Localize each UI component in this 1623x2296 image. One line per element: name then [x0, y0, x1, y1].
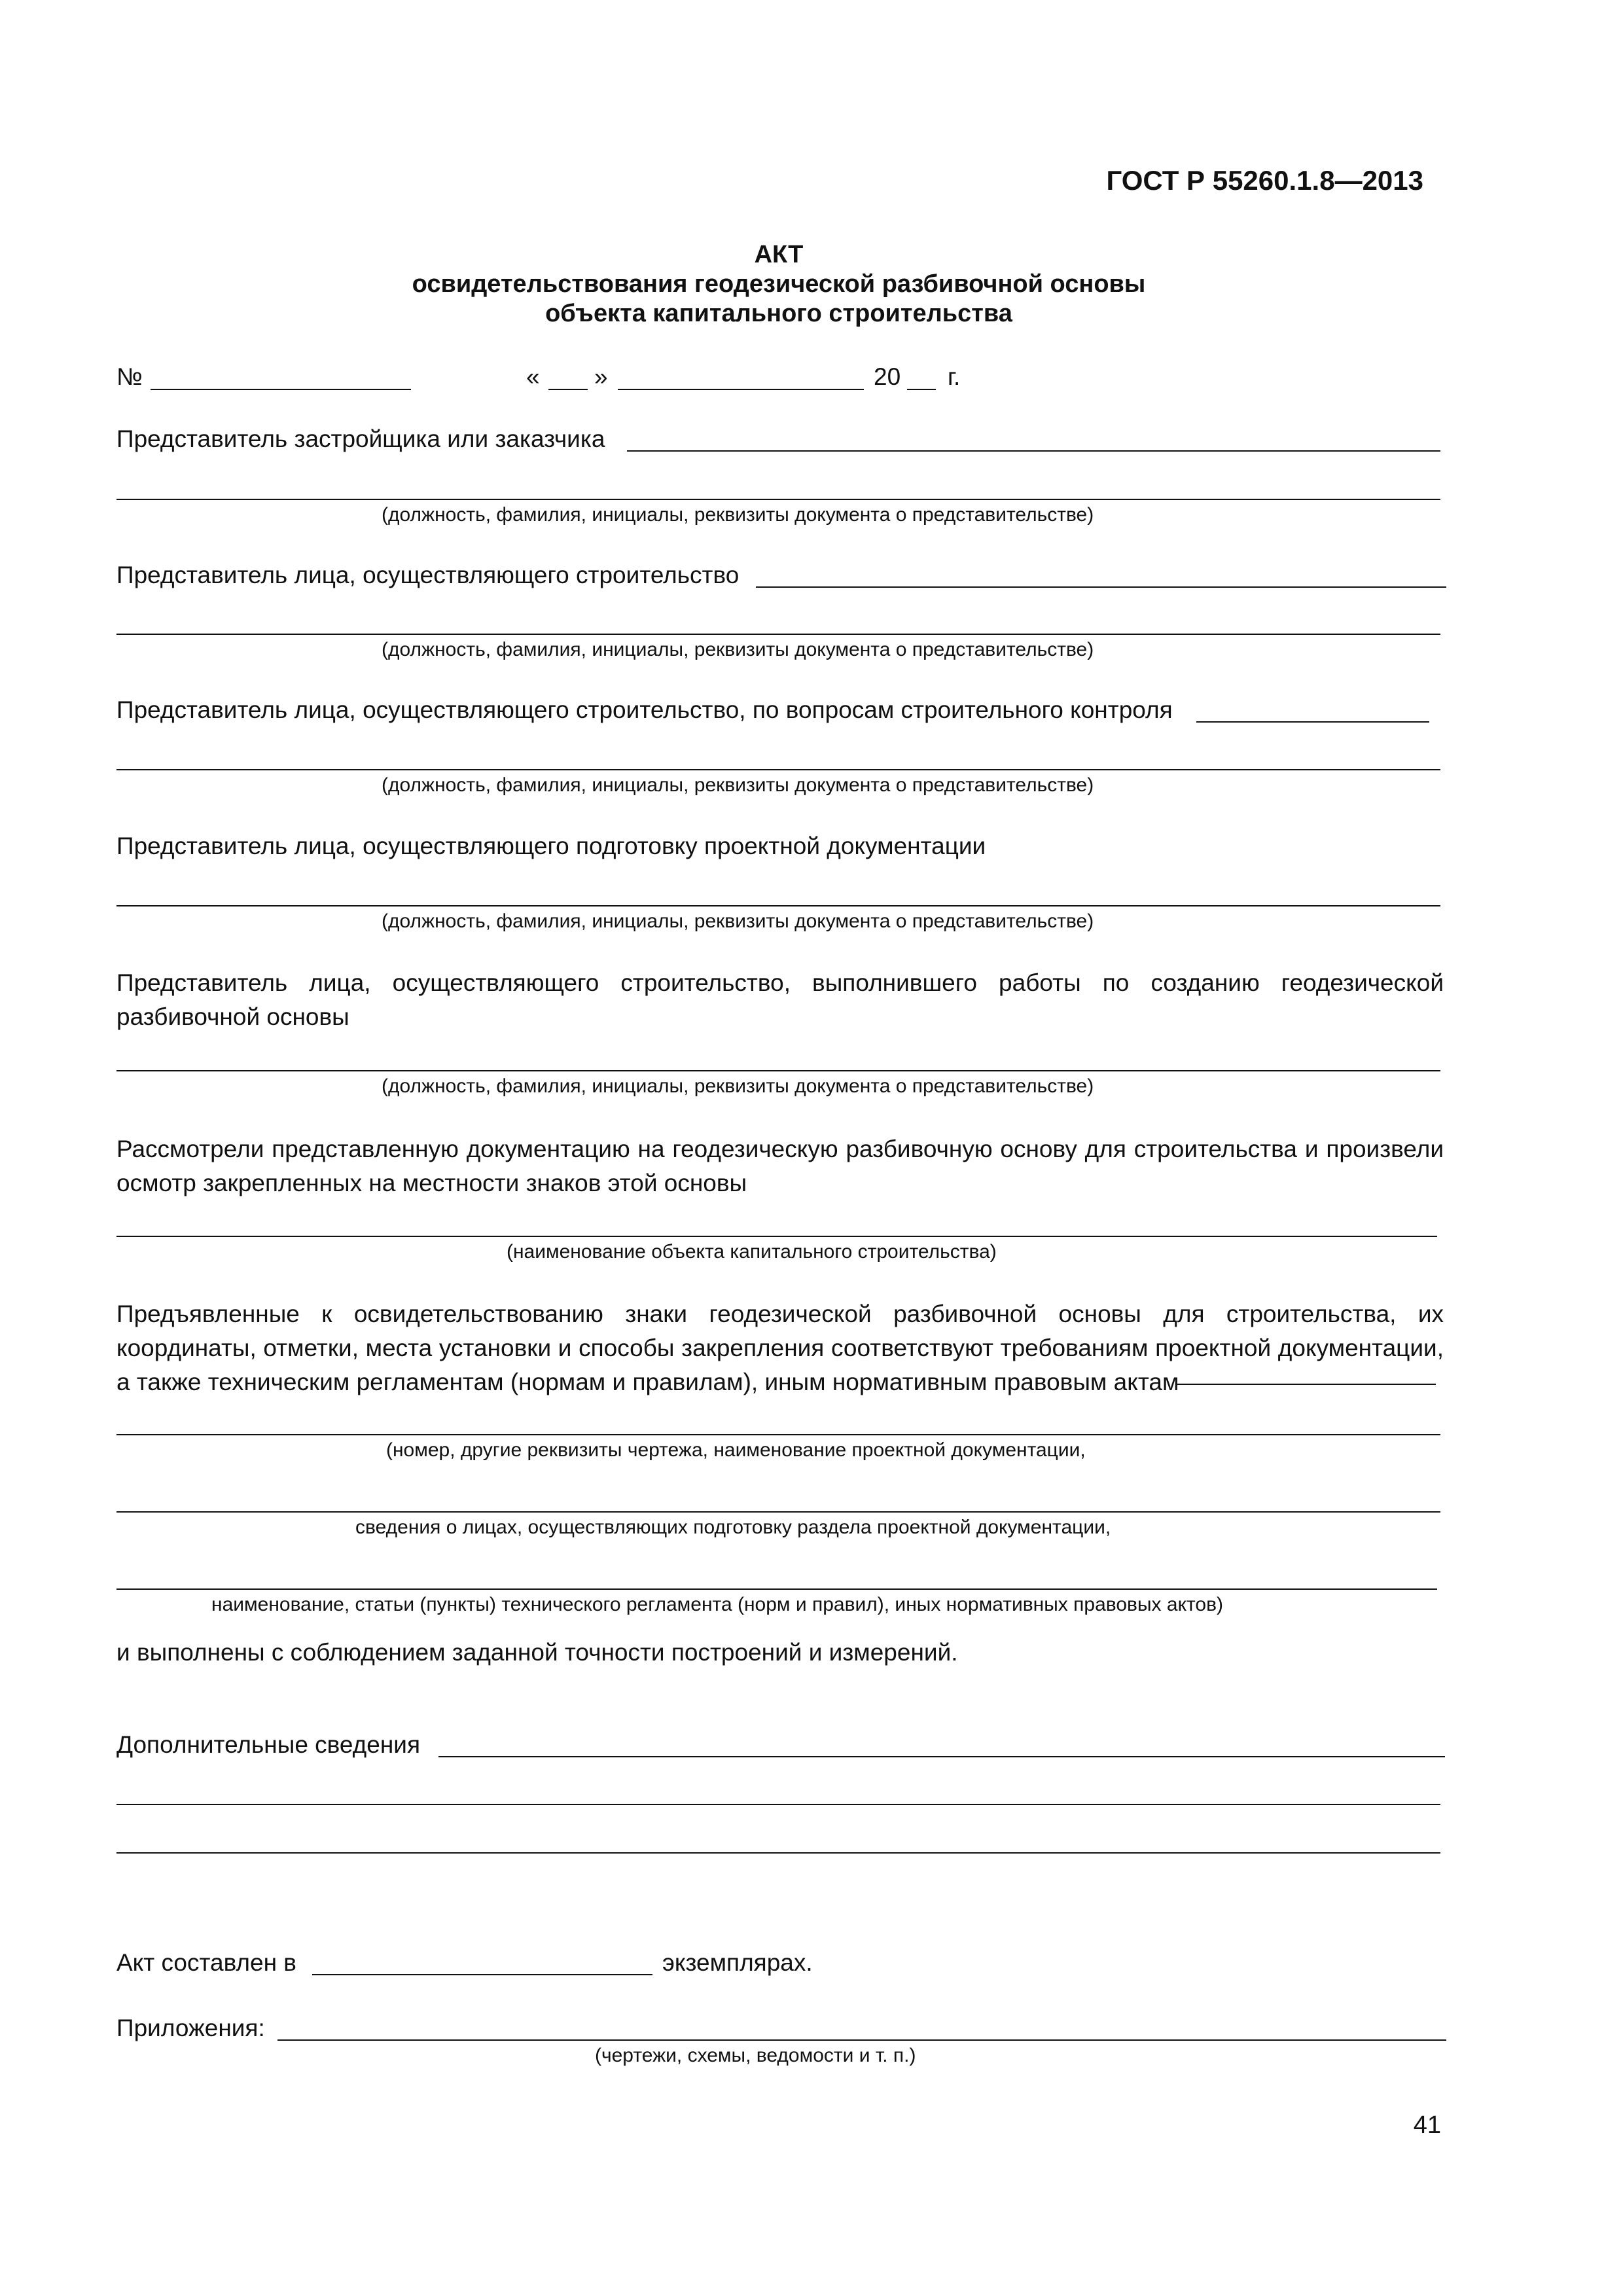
developer-rep-field[interactable]	[627, 450, 1440, 452]
builder-rep-caption: (должность, фамилия, инициалы, реквизиты документа о представительстве)	[382, 639, 1094, 660]
drawing-details-caption: (номер, другие реквизиты чертежа, наименование проектной документации,	[386, 1439, 1086, 1461]
builder-control-rep-field-2[interactable]	[116, 769, 1440, 770]
surveyor-rep-label: Представитель лица, осуществляющего строительство, выполнившего работы по созданию геодезической разбивочной основы	[116, 969, 1444, 1030]
title-line-2: освидетельствования геодезической разбивочной основы	[412, 270, 1146, 298]
developer-rep-caption: (должность, фамилия, инициалы, реквизиты документа о представительстве)	[382, 504, 1094, 526]
year-field[interactable]	[907, 389, 936, 390]
designer-info-caption: сведения о лицах, осуществляющих подготовку раздела проектной документации,	[355, 1516, 1111, 1538]
designer-rep-field[interactable]	[116, 905, 1440, 906]
object-name-caption: (наименование объекта капитального строительства)	[507, 1241, 997, 1263]
title-line-3: объекта капитального строительства	[545, 300, 1012, 327]
attachments-label: Приложения:	[116, 2015, 265, 2041]
regulations-field[interactable]	[116, 1588, 1437, 1590]
additional-field-2[interactable]	[116, 1804, 1440, 1805]
object-name-field[interactable]	[116, 1236, 1437, 1237]
builder-rep-field[interactable]	[756, 586, 1446, 588]
quote-close: »	[594, 363, 608, 390]
number-label: №	[116, 363, 143, 390]
attachments-caption: (чертежи, схемы, ведомости и т. п.)	[595, 2045, 916, 2066]
copies-field[interactable]	[312, 1974, 652, 1975]
surveyor-rep-field[interactable]	[116, 1070, 1440, 1071]
month-field[interactable]	[618, 389, 864, 390]
developer-rep-field-2[interactable]	[116, 499, 1440, 500]
number-field[interactable]	[151, 389, 411, 390]
drawing-details-field[interactable]	[116, 1434, 1440, 1435]
presented-field-inline[interactable]	[1176, 1384, 1436, 1385]
additional-field-1[interactable]	[438, 1756, 1445, 1757]
additional-label: Дополнительные сведения	[116, 1731, 420, 1758]
surveyor-rep-caption: (должность, фамилия, инициалы, реквизиты документа о представительстве)	[382, 1075, 1094, 1097]
year-prefix: 20	[874, 363, 901, 390]
presented-text: Предъявленные к освидетельствованию знаки геодезической разбивочной основы для строительства, их координаты, отметки, места установки и способы закрепления соответствуют требованиям проектной документации, а также техническим регламентам (нормам и правилам), иным нормативным правовым актам	[116, 1300, 1444, 1395]
builder-control-rep-label: Представитель лица, осуществляющего строительство, по вопросам строительного контроля	[116, 696, 1173, 723]
designer-rep-label: Представитель лица, осуществляющего подготовку проектной документации	[116, 833, 986, 859]
additional-field-3[interactable]	[116, 1852, 1440, 1854]
designer-rep-caption: (должность, фамилия, инициалы, реквизиты документа о представительстве)	[382, 910, 1094, 932]
quote-open: «	[526, 363, 540, 390]
builder-control-rep-field[interactable]	[1196, 721, 1429, 723]
designer-info-field[interactable]	[116, 1511, 1440, 1513]
reviewed-text: Рассмотрели представленную документацию на геодезическую разбивочную основу для строительства и произвели осмотр закрепленных на местности знаков этой основы	[116, 1136, 1444, 1196]
day-field[interactable]	[548, 389, 588, 390]
title-line-1: АКТ	[754, 241, 804, 268]
builder-rep-label: Представитель лица, осуществляющего строительство	[116, 562, 740, 588]
doc-code: ГОСТ Р 55260.1.8—2013	[1106, 165, 1423, 196]
builder-control-rep-caption: (должность, фамилия, инициалы, реквизиты документа о представительстве)	[382, 774, 1094, 796]
builder-rep-field-2[interactable]	[116, 634, 1440, 635]
copies-prefix: Акт составлен в	[116, 1949, 296, 1976]
page-number: 41	[1413, 2111, 1441, 2139]
accuracy-text: и выполнены с соблюдением заданной точности построений и измерений.	[116, 1639, 958, 1666]
regulations-caption: наименование, статьи (пункты) технического регламента (норм и правил), иных нормативных правовых актов)	[211, 1594, 1224, 1615]
developer-rep-label: Представитель застройщика или заказчика	[116, 425, 605, 452]
attachments-field[interactable]	[277, 2039, 1446, 2041]
copies-suffix: экземплярах.	[662, 1949, 813, 1976]
year-suffix: г.	[948, 363, 961, 390]
